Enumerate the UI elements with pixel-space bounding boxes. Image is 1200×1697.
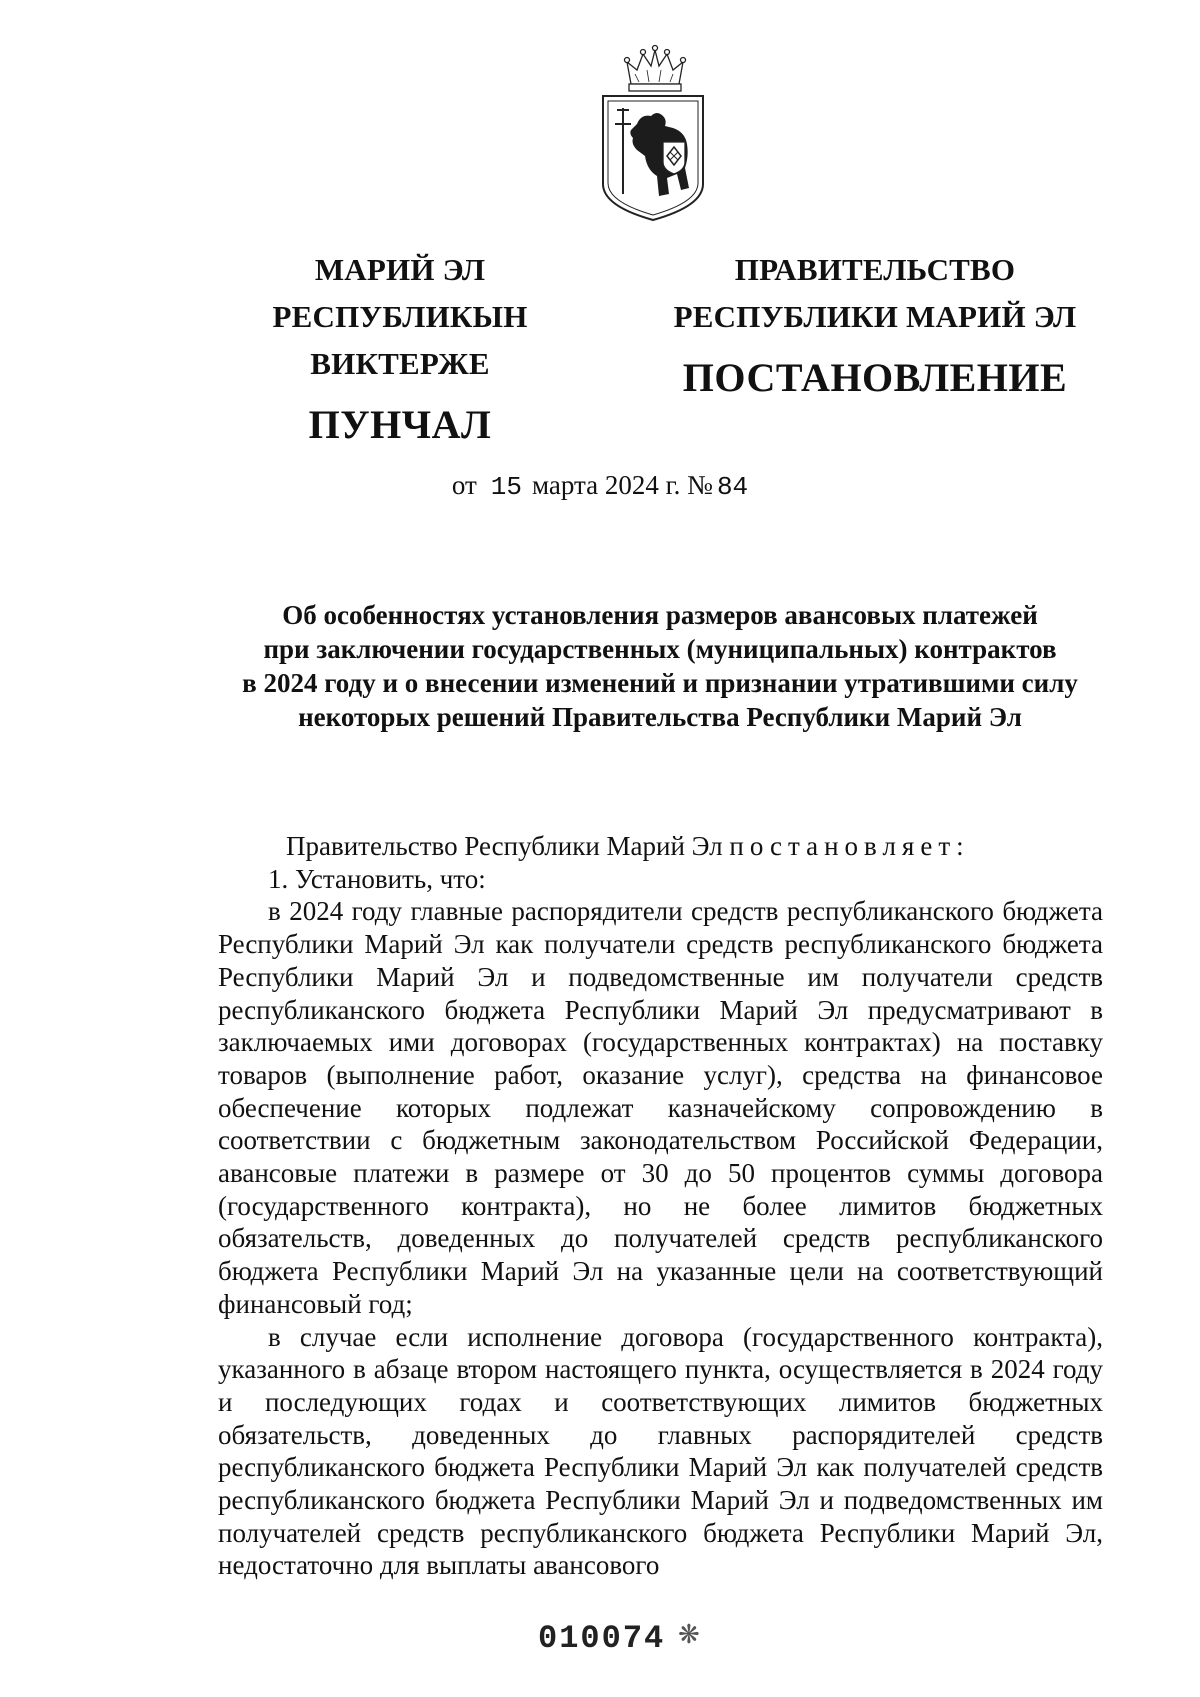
intro-paragraph [218,830,1103,863]
title-line: Об особенностях установления размеров авансовых платежей [282,600,1038,630]
document-body [218,830,1103,1582]
serial-number: 010074 [538,1620,666,1657]
header-mari-line2: ВИКТЕРЖЕ [310,346,490,381]
document-title [200,598,1120,734]
paragraph-3: в случае если исполнение договора (государственного контракта), указанного в абзаце втором настоящего пункта, осуществляется в 2024 году и последующих годах и соответствующих лимитов бюджетных обязательств, доведенных до главных распорядителей средств республиканского бюджета Республики Марий Эл как получателей средств республиканского бюджета Республики Марий Эл и подведомственных им получателей средств республиканского бюджета Республики Марий Эл, недостаточно для выплаты авансового [218,1321,1103,1581]
date-day: 15 [490,472,522,502]
intro-action: постановляет: [729,831,970,861]
title-line: при заключении государственных (муниципальных) контрактов [263,634,1057,664]
crown-icon [625,46,686,92]
header-mari-line1: МАРИЙ ЭЛ РЕСПУБЛИКЫН [272,252,528,334]
header-russian [660,246,1090,404]
header-mari-doc-type: ПУНЧАЛ [308,402,492,447]
header-russian-line2: РЕСПУБЛИКИ МАРИЙ ЭЛ [673,299,1077,334]
document-number: 84 [716,472,749,502]
intro-text: Правительство Республики Марий Эл [286,831,723,861]
header-russian-line1: ПРАВИТЕЛЬСТВО [734,252,1016,287]
header-russian-doc-type: ПОСТАНОВЛЕНИЕ [682,355,1068,400]
paragraph-2: в 2024 году главные распорядители средств республиканского бюджета Республики Марий Эл как получатели средств республиканского бюджета Республики Марий Эл и подведомственные им получатели средств республиканского бюджета Республики Марий Эл предусматривают в заключаемых ими договорах (государственных контрактах) на поставку товаров (выполнение работ, оказание услуг), средства на финансовое обеспечение которых подлежат казначейскому сопровождению в соответствии с бюджетным законодательством Российской Федерации, авансовые платежи в размере от 30 до 50 процентов суммы договора (государственного контракта), но не более лимитов бюджетных обязательств, доведенных до получателей средств республиканского бюджета Республики Марий Эл на указанные цели на соответствующий финансовый год; [218,896,1103,1319]
title-line: в 2024 году и о внесении изменений и признании утратившими силу [242,668,1078,698]
seal-mark-icon: ❋ [678,1620,700,1649]
date-month-year: марта 2024 г. № [532,470,713,500]
ornament-shield-icon [663,142,685,174]
date-prefix: от [451,470,477,500]
title-line: некоторых решений Правительства Республики Марий Эл [298,702,1022,732]
date-line [0,468,1200,504]
header-mari [185,246,615,451]
coat-of-arms-emblem [593,44,713,224]
paragraph-1: 1. Установить, что: [268,863,486,894]
